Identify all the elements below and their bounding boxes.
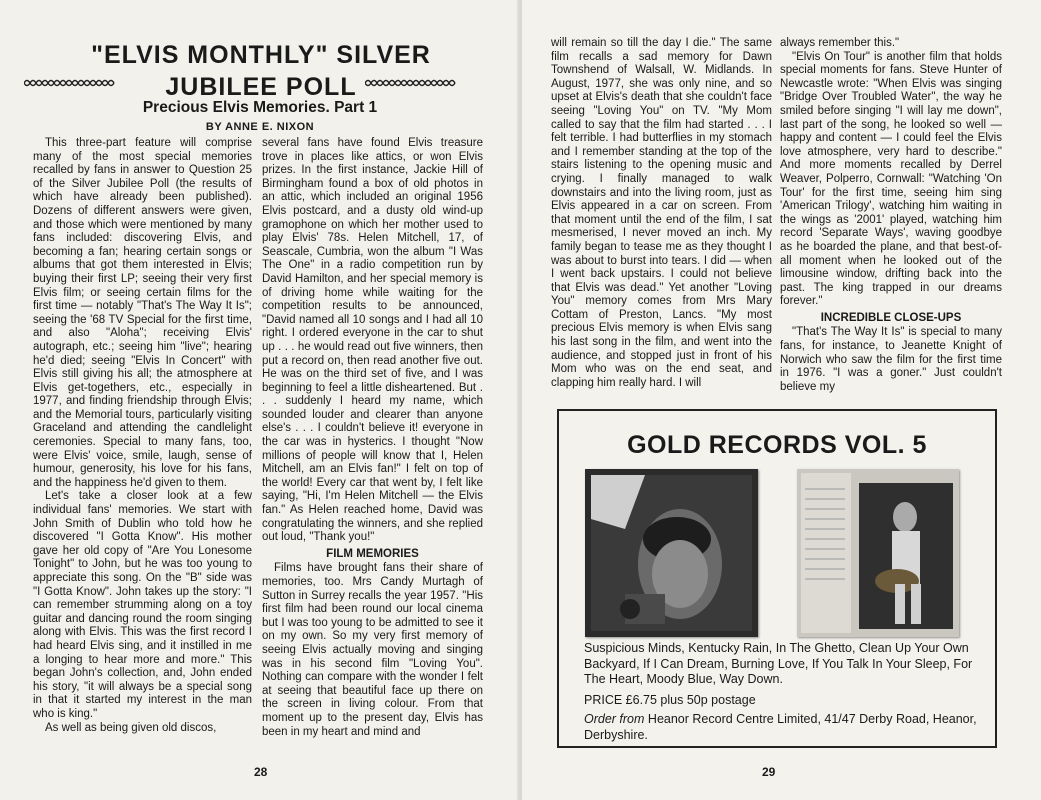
ad-track-list: Suspicious Minds, Kentucky Rain, In The Ghetto, Clean Up Your Own Backyard, If I Can Dream, Burning Love, If You Talk In Your Sleep, For The Heart, Moody Blue, Way Down. <box>584 641 973 686</box>
paragraph: "Elvis On Tour" is another film that holds special moments for fans. Steve Hunter of Newcastle wrote: "When Elvis was singing "Bridge Over Troubled Water", the way he smiled before singing "I will lay me down", last part of the song, he looked so well — happy and content — I could feel the Elvis love atmosphere, very hard to describe." And more moments recalled by Derrel Weaver, Polperro, Cornwall: "Watching 'On Tour' for the first time, seeing him sing 'American Trilogy', watching him waiting in the wings as '2001' played, watching him record 'Separate Ways', waving goodbye as he boarded the plane, and that best-of-all moment when he looked out of the limousine window, drifting back into the past. The king trapped in our dreams forever." <box>780 50 1002 308</box>
text-column-2 <box>262 137 483 765</box>
article-subheading: Precious Elvis Memories. Part 1 <box>142 99 378 116</box>
article-headline-line-2: JUBILEE POLL <box>165 73 357 101</box>
ad-price: PRICE £6.75 plus 50p postage <box>584 693 756 707</box>
text-column-4 <box>780 37 1002 403</box>
page-number-left: 28 <box>254 765 268 779</box>
paragraph: always remember this." <box>780 37 900 49</box>
section-heading-close-ups: INCREDIBLE CLOSE-UPS <box>820 311 962 324</box>
paragraph: Let's take a closer look at a few individual fans' memories. We start with John Smith of Dublin who told how he discovered "I Gotta Know". His mother gave her old copy of "Are You Lonesome Tonight" to John, but he was too young to appreciate this song. On the "B" side was "I Gotta Know". John takes up the story: "I can remember strumming along on a toy guitar and dancing round the room singing along with Elvis. This was the first record I had heard Elvis sing, and it instilled in me a longing to hear more and more." This began John's collection, and, John ended his story, "it will always be a special song in that it started my interest in the man who is king." <box>33 490 252 720</box>
article-byline: BY ANNE E. NIXON <box>205 121 315 133</box>
ad-order-info <box>584 712 984 743</box>
page-number-right: 29 <box>762 765 776 779</box>
album-cover-front-image <box>585 469 758 637</box>
paragraph: several fans have found Elvis treasure trove in places like attics, or won Elvis prizes. In the first instance, Jackie Hill of Birmingham found a box of old photos in an attic, which included an original 1956 Elvis postcard, and a dusty old wind-up gramophone on which her mother used to play Elvis' 78s. Helen Mitchell, 17, of Seascale, Cumbria, won the album "I Was The One" in a radio competition run by David Hamilton, and her special memory is of driving home while waiting for the competition results to be announced, "David named all 10 songs and I had all 10 right. I ordered everyone in the car to shut up . . . he would read out five winners, then put a record on, then read another five out. He was on the third set of five, and I was beginning to feel a little disheartened. But . . . suddenly I heard my name, which sounded louder and clearer than anyone else's . . . I couldn't believe it! everyone in the car was in hysterics. I thought "Now millions of people will know that I, Helen Mitchell, am an Elvis fan!" I felt on top of the world! Every car that went by, I felt like saying, "Hi, I'm Helen Mitchell — the Elvis fan." As Helen reached home, David was congratulating the winners, and she replied out loud, "Thank you!" <box>262 137 483 544</box>
article-headline-line-1: "ELVIS MONTHLY" SILVER <box>91 41 431 69</box>
advertisement-box <box>557 409 997 748</box>
paragraph: "That's The Way It Is" is special to many fans, for instance, to Jeanette Knight of Norwich who saw the film for the first time in 1976. "I was a goner." Just couldn't believe my <box>780 326 1002 393</box>
paragraph: As well as being given old discos, <box>45 721 217 734</box>
paragraph: will remain so till the day I die." The same film recalls a sad memory for Dawn Townshend of Walsall, W. Midlands. In August, 1977, she was only nine, and so upset at Elvis's death that she couldn't face seeing "Loving You" on TV. "My Mom called to say that the film had started . . . I felt terrible. I had butterflies in my stomach and I remember standing at the top of the stairs listening to the opening music and crying. I finally managed to walk downstairs and into the living room, just as Elvis appeared in a car on screen. From that moment until the end of the film, I sat mesmerised, I never moved an inch. My family began to tease me as they thought I was about to burst into tears. I did — when I went back upstairs. I could not believe that Elvis was dead." Yet another "Loving You" memory comes from Mrs Mary Cottam of Preston, Lancs. "My most precious Elvis memory is when Elvis sang his last song in the film, and went into the audience, and stopped just in front of his Mom who was on the end seat, and clapping him really hard. I will <box>551 37 772 389</box>
album-cover-back-image <box>797 469 959 637</box>
text-column-1 <box>33 137 252 765</box>
section-heading-film-memories: FILM MEMORIES <box>326 547 419 560</box>
paragraph: Films have brought fans their share of memories, too. Mrs Candy Murtagh of Sutton in Surrey recalls the year 1957. "His first film had been round our local cinema but I was too young to be admitted to see it on my own. So my very first memory of seeing Elvis actually moving and singing was in his second film "Loving You". Nothing can compare with the wonder I felt at seeing that beautiful face up there on the screen in living colour. From that moment up to the present day, Elvis has been in my heart and mind and <box>262 562 483 738</box>
right-page <box>522 0 1041 800</box>
ad-order-address: Heanor Record Centre Limited, 41/47 Derby Road, Heanor, Derbyshire. <box>584 712 977 742</box>
paragraph: This three-part feature will comprise many of the most special memories recalled by fans in answer to Question 25 of the Silver Jubilee Poll (the results of which have already been published). Dozens of different answers were given, and those which were mentioned by many fans included: discovering Elvis, and becoming a fan; hearing certain songs or albums that got them interested in Elvis; buying their first LP; seeing their very first Elvis film; or seeing certain films for the first time — notably "That's The Way It Is"; seeing the '68 TV Special for the first time, and also "Aloha"; receiving Elvis' autograph, etc.; seeing him "live"; hearing he'd died; seeing "Elvis In Concert" with Elvis still giving his all; the atmosphere at Elvis get-togethers, etc., especially in 1977, and finding friendship through Elvis; and the Memorial tours, particularly visiting Graceland and attending the candlelight ceremonies. Special to many fans, too, were Elvis' voice, smile, laugh, sense of humour, generosity, his love for his fans, and the happiness he'd given to them. <box>33 137 252 489</box>
left-page <box>0 0 519 800</box>
ad-order-label: Order from <box>584 712 645 726</box>
ad-title: GOLD RECORDS VOL. 5 <box>627 431 927 459</box>
text-column-3 <box>551 37 772 403</box>
